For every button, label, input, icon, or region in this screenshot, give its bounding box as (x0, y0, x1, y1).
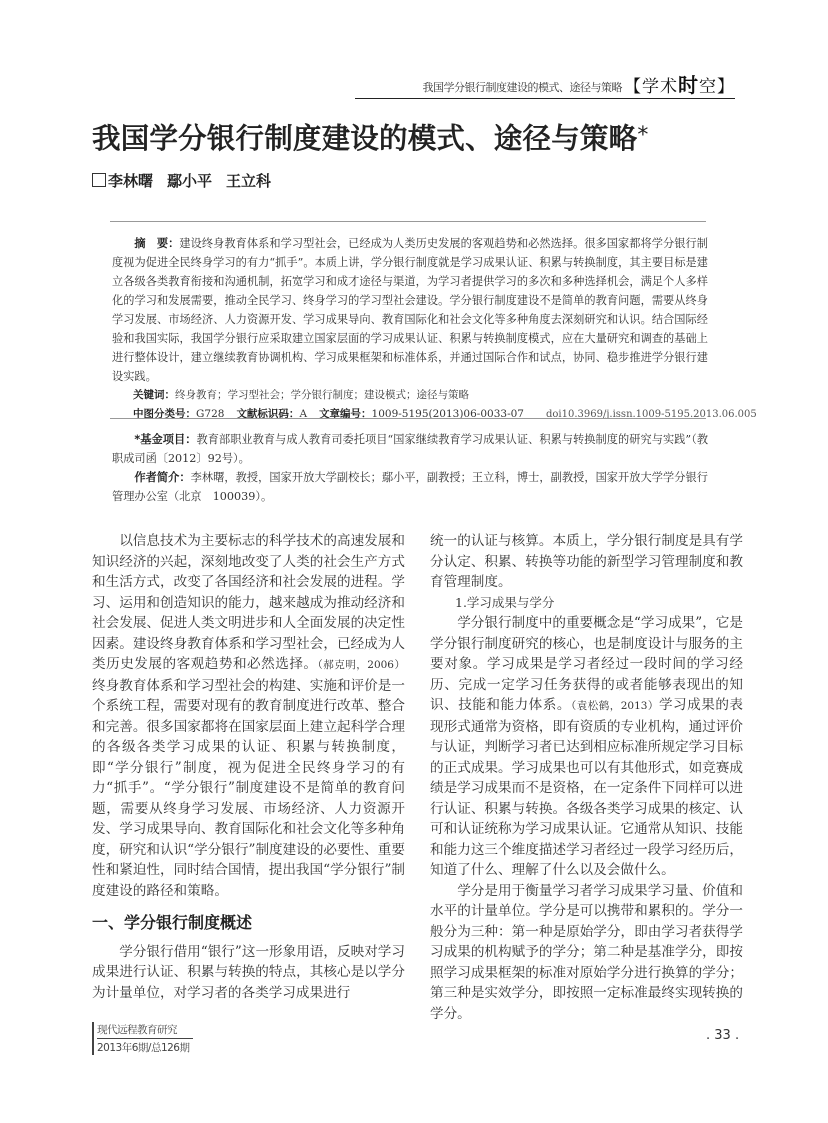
classification-line (112, 405, 757, 424)
doi-link[interactable]: doi10.3969/j.issn.1009-5195.2013.06.005 (545, 409, 757, 420)
author-note (112, 468, 708, 506)
brand-bracket-close: 】 (717, 77, 735, 97)
title-footnote-mark: * (637, 123, 649, 148)
body-paragraph: 学分银行借用“银行”这一形象用语，反映对学习成果进行认证、积累与转换的特点，其核心是以学分为计量单位，对学习者的各类学习成果进行 (92, 943, 405, 1001)
brand-part-c: 空 (699, 77, 717, 97)
body-paragraph (92, 531, 405, 901)
author-name: 鄢小平 (167, 172, 213, 190)
body-text: 以信息技术为主要标志的科学技术的高速发展和知识经济的兴起，深刻地改变了人类的社会生产方式和生活方式，改变了各国经济和社会发展的进程。学习、运用和创造知识的能力，越来越成为推动经济和社会发展、促进人类文明进步和人全面发展的决定性因素。建设终身教育体系和学习型社会，已经成为人类历史发展的客观趋势和必然选择。 (92, 533, 405, 672)
doc-code-value: A (299, 408, 308, 420)
article-no-label: 文章编号： (319, 408, 372, 420)
body-column-right (430, 531, 743, 1024)
brand-bracket-open: 【 (624, 77, 642, 97)
clc-value: G728 (196, 408, 225, 420)
clc-label: 中图分类号： (133, 408, 196, 420)
article-no-value: 1009-5195(2013)06-0033-07 (371, 408, 524, 420)
citation: （袁松鹤，2013） (570, 700, 659, 712)
abstract-text: 建设终身教育体系和学习型社会，已经成为人类历史发展的客观趋势和必然选择。很多国家都将学分银行制度视为促进全民终身学习的有力“抓手”。本质上讲，学分银行制度就是学习成果认证、积累与转换制度，其主要目标是建立各级各类教育衔接和沟通机制，拓宽学习和成才途径与渠道，为学习者提供学习的多次和多种选择机会，满足个人多样化的学习和发展需要，推动全民学习、终身学习的学习型社会建设。学分银行制度建设不是简单的教育问题，需要从终身学习发展、市场经济、人力资源开发、学习成果导向、教育国际化和社会文化等多种角度去深刻研究和认识。结合国际经验和我国实际，我国学分银行应采取建立国家层面的学习成果认证、积累与转换制度模式，应在大量研究和调查的基础上进行整体设计，建立继续教育协调机构、学习成果框架和标准体系，并通过国际合作和试点，协同、稳步推进学分银行建设实践。 (112, 237, 708, 383)
brand-part-a: 学术 (642, 77, 678, 97)
column-brand (624, 69, 735, 98)
fund-label: *基金项目： (134, 433, 197, 446)
divider-top (110, 221, 706, 222)
author-note-label: 作者简介： (134, 471, 191, 484)
divider-bottom (110, 418, 706, 419)
body-text: 终身教育体系和学习型社会的构建、实施和评价是一个系统工程，需要对现有的教育制度进行改革、整合和完善。很多国家都将在国家层面上建立起科学合理的各级各类学习成果的认证、积累与转换制度，即“学分银行”制度，视为促进全民终身学习的有力“抓手”。“学分银行”制度建设不是简单的教育问题，需要从终身学习发展、市场经济、人力资源开发、学习成果导向、教育国际化和社会文化等多种角度，研究和认识“学分银行”制度建设的必要性、重要性和紧迫性，同时结合国情，提出我国“学分银行”制度建设的路径和策略。 (92, 677, 405, 899)
abstract-paragraph (112, 234, 708, 386)
doc-code-label: 文献标识码： (236, 408, 300, 420)
article-title-text: 我国学分银行制度建设的模式、途径与策略 (92, 122, 638, 155)
body-paragraph: 统一的认证与核算。本质上，学分银行制度是具有学分认定、积累、转换等功能的新型学习管理制度和教育管理制度。 (430, 533, 743, 590)
section-heading: 一、学分银行制度概述 (92, 913, 253, 932)
journal-name: 现代远程教育研究 (97, 1022, 193, 1039)
body-text: 学习成果的表现形式通常为资格，即有资质的专业机构，通过评价与认证，判断学习者已达到相应标准所规定学习目标的正式成果。学习成果也可以有其他形式，如竞赛成绩是学习成果而不是资格，在一定条件下同样可以进行认证、积累与转换。各级各类学习成果的核定、认可和认证统称为学习成果认证。它通常从知识、技能和能力这三个维度描述学习者经过一段学习经历后，知道了什么、理解了什么以及会做什么。 (430, 697, 744, 878)
fund-text: 教育部职业教育与成人教育司委托项目“国家继续教育学习成果认证、积累与转换制度的研究与实践”（教职成司函〔2012〕92号）。 (112, 433, 709, 465)
citation: （郝克明，2006） (317, 659, 405, 671)
author-name: 王立科 (226, 172, 272, 190)
running-head-title: 我国学分银行制度建设的模式、途径与策略 (422, 81, 622, 94)
body-column-left (92, 531, 405, 1003)
body-text: 学分银行制度中的重要概念是“学习成果”，它是学分银行制度研究的核心，也是制度设计与服务的主要对象。学习成果是学习者经过一段时间的学习经历、完成一定学习任务获得的或者能够表现出的知识、技能和能力体系。 (430, 615, 743, 713)
keywords-line (112, 386, 708, 405)
journal-issue: 2013年6期/总126期 (97, 1042, 190, 1054)
author-list (92, 170, 285, 191)
keywords-label: 关键词： (133, 389, 175, 401)
body-paragraph (430, 613, 743, 881)
page-number: . 33 . (706, 1028, 740, 1043)
brand-part-b: 时 (678, 73, 699, 97)
fund-note (112, 430, 708, 468)
notes-block (112, 430, 708, 506)
abstract-block (112, 234, 757, 424)
author-name: 李林曙 (108, 172, 154, 190)
abstract-label: 摘 要： (134, 237, 180, 250)
footer-journal (92, 1022, 193, 1055)
author-box-icon (92, 173, 106, 187)
subsection-heading: 1.学习成果与学分 (455, 594, 555, 610)
article-title (92, 116, 649, 157)
body-paragraph: 学分是用于衡量学习者学习成果学习量、价值和水平的计量单位。学分是可以携带和累积的。学分一般分为三种：第一种是原始学分，即由学习者获得学习成果的机构赋予的学分；第二种是基准学分，即按照学习成果框架的标准对原始学分进行换算的学分；第三种是实效学分，即按照一定标准最终实现转换的学分。 (430, 882, 743, 1022)
running-head (355, 74, 735, 99)
author-note-text: 李林曙，教授，国家开放大学副校长；鄢小平，副教授；王立科，博士，副教授，国家开放大学学分银行管理办公室（北京 100039）。 (112, 471, 708, 503)
keywords-value: 终身教育；学习型社会；学分银行制度；建设模式；途径与策略 (175, 389, 469, 401)
